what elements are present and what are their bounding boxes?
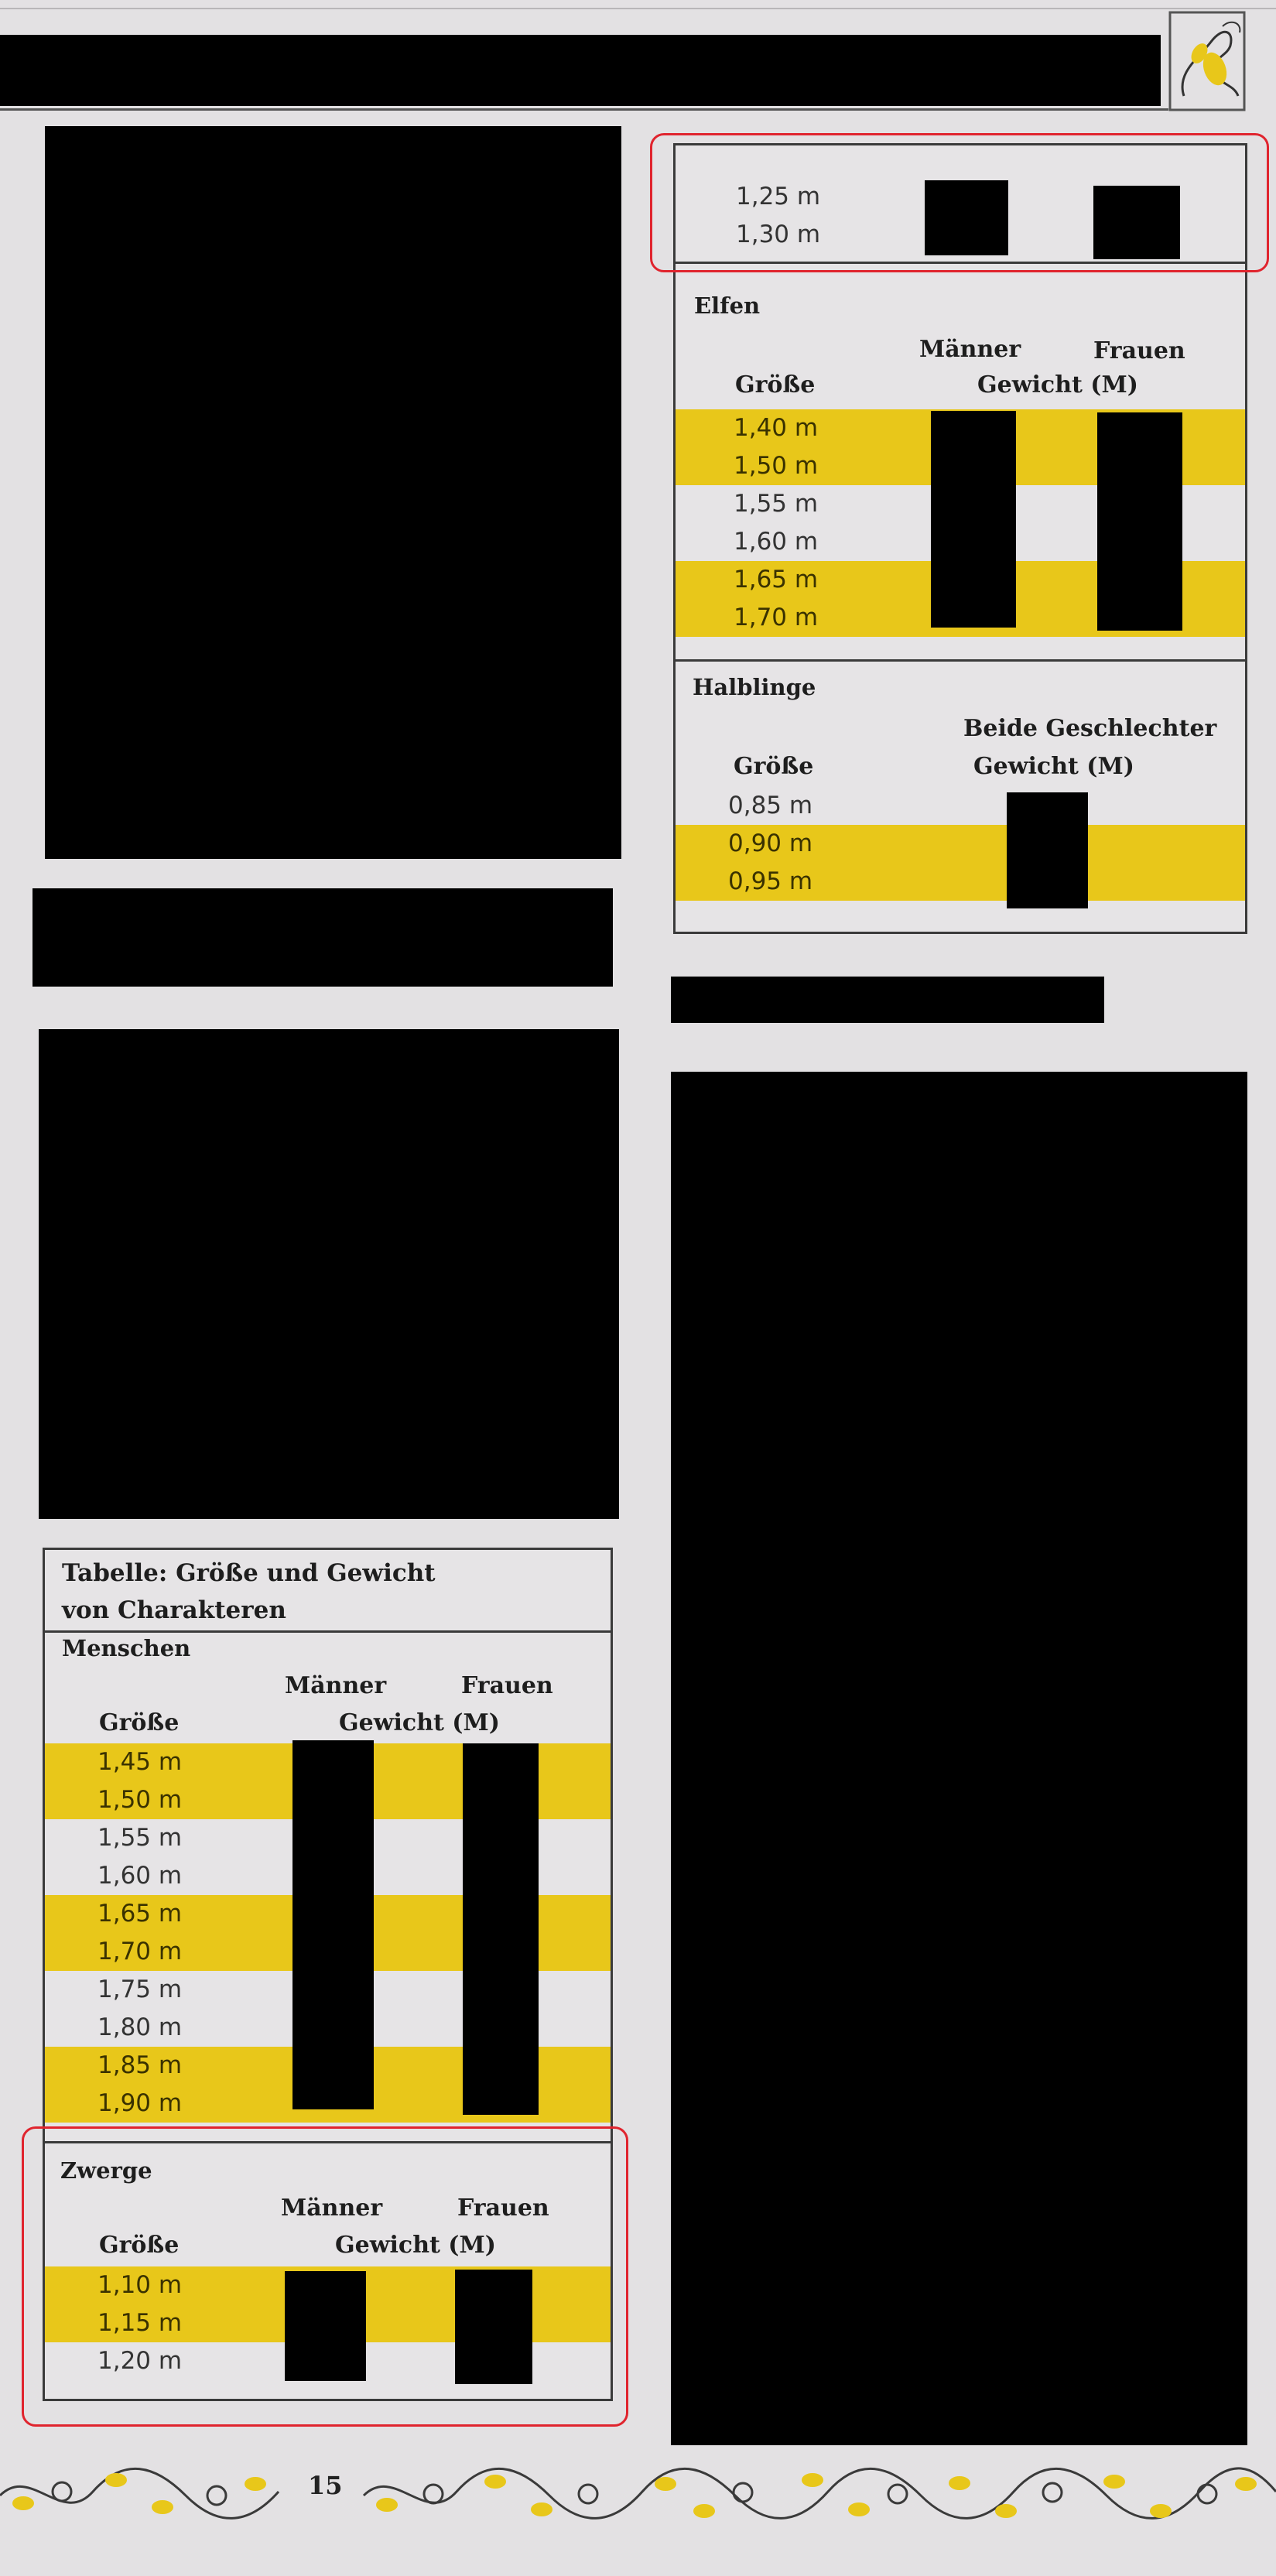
- size-cell: 1,70 m: [734, 604, 819, 631]
- zwerge-cont-callout: [650, 133, 1269, 272]
- halblinge-col-groesse: Größe: [734, 753, 814, 780]
- header-rule: [0, 108, 1168, 111]
- corner-ornament-icon: [1168, 11, 1246, 111]
- size-cell: 1,25 m: [736, 183, 821, 210]
- size-cell: 1,45 m: [97, 1748, 183, 1776]
- halblinge-weights-redacted: [1007, 792, 1088, 908]
- left-text-block-redacted: [45, 126, 621, 859]
- size-cell: 1,70 m: [97, 1938, 183, 1965]
- size-cell: 1,50 m: [97, 1786, 183, 1814]
- elfen-col-groesse: Größe: [735, 371, 816, 399]
- size-cell: 1,55 m: [97, 1824, 183, 1852]
- page-top-rule: [0, 8, 1276, 9]
- size-cell: 1,60 m: [734, 528, 819, 556]
- zwerge-col-groesse: Größe: [99, 2232, 180, 2259]
- menschen-col-maenner: Männer: [285, 1672, 387, 1699]
- table-row: [676, 787, 1245, 825]
- halblinge-col-beide: Beide Geschlechter: [963, 715, 1217, 742]
- page-number: 15: [308, 2471, 343, 2500]
- menschen-frauen-weights-redacted: [463, 1743, 539, 2115]
- zwerge-title: Zwerge: [60, 2157, 152, 2184]
- table-row: [676, 863, 1245, 901]
- elfen-title: Elfen: [694, 292, 761, 319]
- size-cell: 1,75 m: [97, 1976, 183, 2003]
- left-text-block-2-redacted: [39, 1029, 619, 1519]
- size-cell: 1,10 m: [97, 2271, 183, 2299]
- zwerge-col-frauen: Frauen: [457, 2195, 549, 2222]
- header-title-redacted: [0, 35, 1161, 106]
- elfen-maenner-weights-redacted: [931, 411, 1016, 628]
- elfen-col-frauen: Frauen: [1093, 337, 1185, 364]
- zwerge-col-maenner: Männer: [281, 2195, 383, 2222]
- size-cell: 0,85 m: [728, 792, 813, 819]
- zwerge-callout: [22, 2126, 628, 2427]
- size-cell: 1,30 m: [736, 221, 821, 248]
- size-cell: 1,90 m: [97, 2089, 183, 2117]
- menschen-col-frauen: Frauen: [461, 1672, 553, 1699]
- left-heading-redacted: [32, 888, 613, 987]
- menschen-col-gewicht: Gewicht (M): [339, 1709, 500, 1736]
- size-cell: 1,15 m: [97, 2309, 183, 2337]
- size-cell: 0,90 m: [728, 830, 813, 857]
- size-cell: 1,40 m: [734, 414, 819, 442]
- size-cell: 1,65 m: [734, 566, 819, 594]
- size-cell: 1,50 m: [734, 452, 819, 480]
- table-row: [676, 825, 1245, 863]
- elfen-col-gewicht: Gewicht (M): [977, 371, 1138, 399]
- menschen-maenner-weights-redacted: [292, 1740, 374, 2109]
- elfen-col-maenner: Männer: [919, 336, 1021, 363]
- table-divider: [676, 659, 1245, 662]
- size-cell: 1,80 m: [97, 2013, 183, 2041]
- table-divider: [45, 1630, 611, 1633]
- right-text-block-redacted: [671, 1072, 1247, 2445]
- menschen-col-groesse: Größe: [99, 1709, 180, 1736]
- size-cell: 1,20 m: [97, 2347, 183, 2375]
- table-title: Tabelle: Größe und Gewicht: [62, 1559, 436, 1587]
- menschen-title: Menschen: [62, 1635, 191, 1661]
- halblinge-title: Halblinge: [693, 674, 816, 700]
- footer-ornament: [0, 2449, 1276, 2534]
- halblinge-col-gewicht: Gewicht (M): [973, 753, 1134, 780]
- size-cell: 1,85 m: [97, 2051, 183, 2079]
- right-heading-redacted: [671, 977, 1104, 1023]
- table-title-line2: von Charakteren: [62, 1596, 286, 1624]
- zwerge-col-gewicht: Gewicht (M): [335, 2232, 496, 2259]
- elfen-frauen-weights-redacted: [1097, 412, 1182, 631]
- size-cell: 1,65 m: [97, 1900, 183, 1928]
- size-cell: 1,55 m: [734, 490, 819, 518]
- size-cell: 0,95 m: [728, 867, 813, 895]
- size-cell: 1,60 m: [97, 1862, 183, 1890]
